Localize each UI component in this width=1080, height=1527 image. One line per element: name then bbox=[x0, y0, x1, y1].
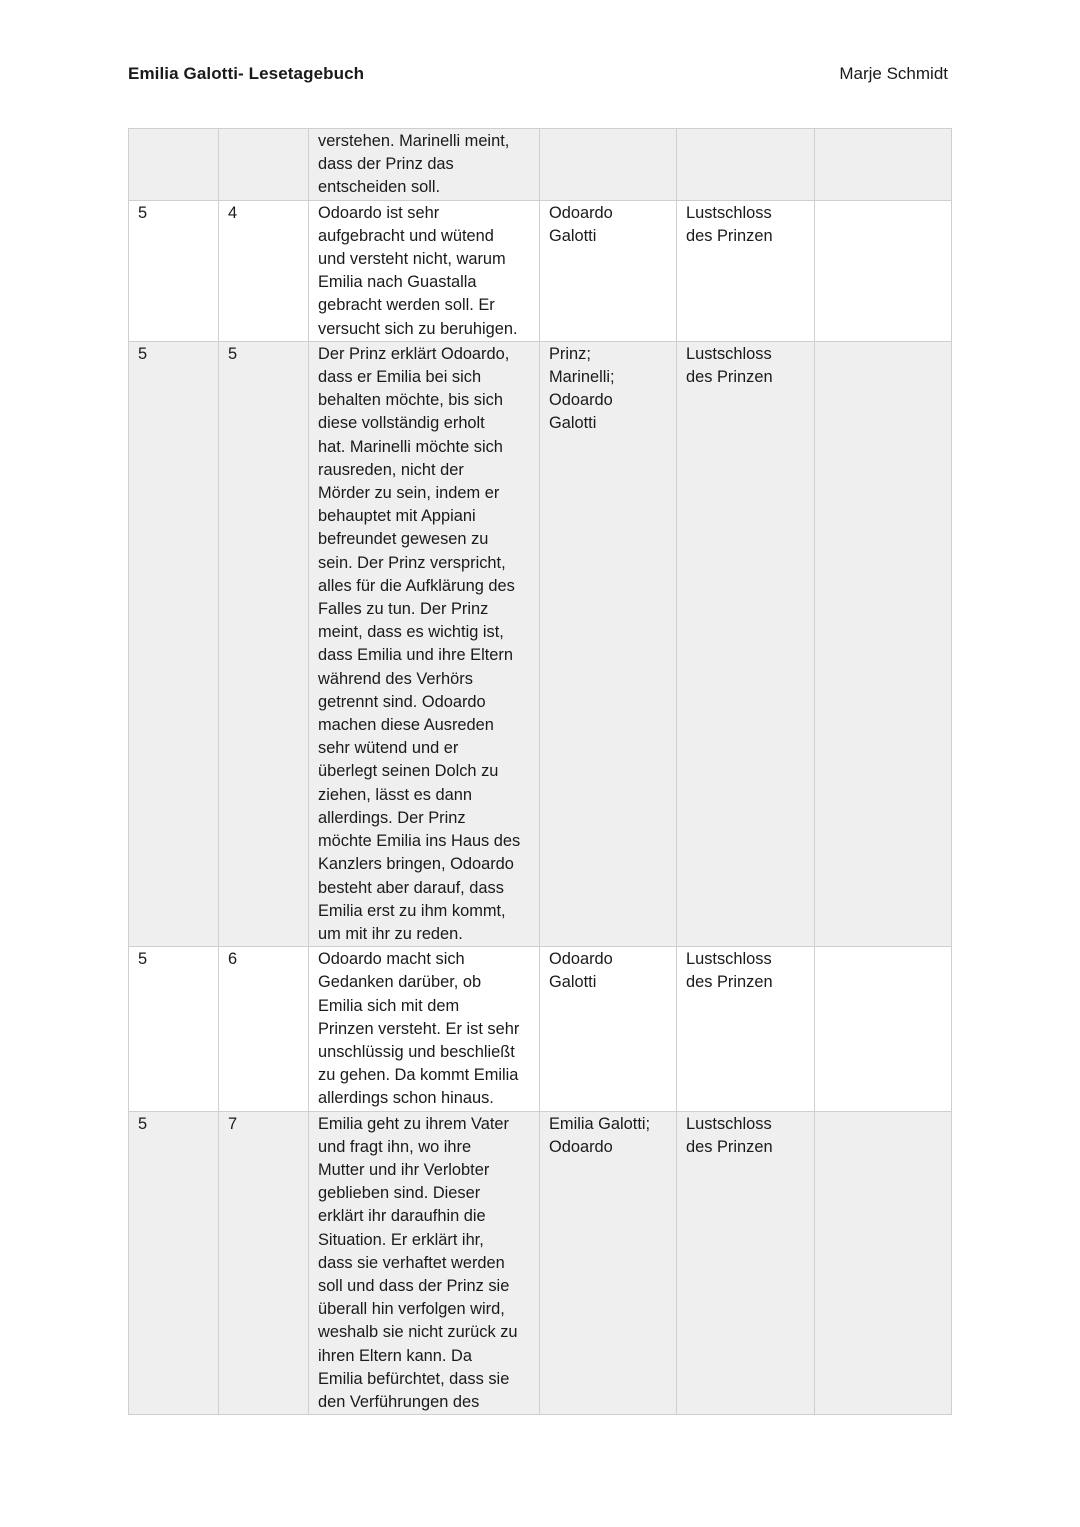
notes-cell bbox=[815, 947, 952, 1111]
notes-cell bbox=[815, 129, 952, 201]
content-cell: Odoardo ist sehr aufgebracht und wütend und versteht nicht, warum Emilia nach Guastalla gebracht werden soll. Er versucht sich zu beruhigen. bbox=[309, 200, 540, 341]
place-cell bbox=[677, 129, 815, 201]
place-cell: Lustschloss des Prinzen bbox=[677, 947, 815, 1111]
characters-cell: Prinz; Marinelli; Odoardo Galotti bbox=[540, 341, 677, 946]
table-row bbox=[129, 200, 952, 341]
characters-cell: Odoardo Galotti bbox=[540, 200, 677, 341]
characters-cell: Odoardo Galotti bbox=[540, 947, 677, 1111]
act-cell: 5 bbox=[129, 947, 219, 1111]
act-cell: 5 bbox=[129, 200, 219, 341]
table-row bbox=[129, 947, 952, 1111]
act-cell bbox=[129, 129, 219, 201]
notes-cell bbox=[815, 1111, 952, 1415]
scene-cell: 6 bbox=[219, 947, 309, 1111]
scene-cell bbox=[219, 129, 309, 201]
scene-cell: 7 bbox=[219, 1111, 309, 1415]
content-cell: verstehen. Marinelli meint, dass der Prinz das entscheiden soll. bbox=[309, 129, 540, 201]
document-title: Emilia Galotti- Lesetagebuch bbox=[128, 64, 365, 83]
reading-diary-table bbox=[128, 128, 952, 1415]
scene-cell: 5 bbox=[219, 341, 309, 946]
characters-cell: Emilia Galotti; Odoardo bbox=[540, 1111, 677, 1415]
act-cell: 5 bbox=[129, 341, 219, 946]
table-row bbox=[129, 129, 952, 201]
notes-cell bbox=[815, 200, 952, 341]
notes-cell bbox=[815, 341, 952, 946]
author-name: Marje Schmidt bbox=[839, 64, 948, 83]
scene-cell: 4 bbox=[219, 200, 309, 341]
place-cell: Lustschloss des Prinzen bbox=[677, 341, 815, 946]
table-row bbox=[129, 341, 952, 946]
content-cell: Odoardo macht sich Gedanken darüber, ob Emilia sich mit dem Prinzen versteht. Er ist sehr unschlüssig und beschließt zu gehen. Da kommt Emilia allerdings schon hinaus. bbox=[309, 947, 540, 1111]
characters-cell bbox=[540, 129, 677, 201]
place-cell: Lustschloss des Prinzen bbox=[677, 1111, 815, 1415]
act-cell: 5 bbox=[129, 1111, 219, 1415]
content-cell: Der Prinz erklärt Odoardo, dass er Emilia bei sich behalten möchte, bis sich diese vollständig erholt hat. Marinelli möchte sich rausreden, nicht der Mörder zu sein, indem er behauptet mit Appiani befreundet gewesen zu sein. Der Prinz verspricht, alles für die Aufklärung des Falles zu tun. Der Prinz meint, dass es wichtig ist, dass Emilia und ihre Eltern während des Verhörs getrennt sind. Odoardo machen diese Ausreden sehr wütend und er überlegt seinen Dolch zu ziehen, lässt es dann allerdings. Der Prinz möchte Emilia ins Haus des Kanzlers bringen, Odoardo besteht aber darauf, dass Emilia erst zu ihm kommt, um mit ihr zu reden. bbox=[309, 341, 540, 946]
table-row bbox=[129, 1111, 952, 1415]
place-cell: Lustschloss des Prinzen bbox=[677, 200, 815, 341]
content-cell: Emilia geht zu ihrem Vater und fragt ihn, wo ihre Mutter und ihr Verlobter geblieben sind. Dieser erklärt ihr daraufhin die Situation. Er erklärt ihr, dass sie verhaftet werden soll und dass der Prinz sie überall hin verfolgen wird, weshalb sie nicht zurück zu ihren Eltern kann. Da Emilia befürchtet, dass sie den Verführungen des bbox=[309, 1111, 540, 1415]
